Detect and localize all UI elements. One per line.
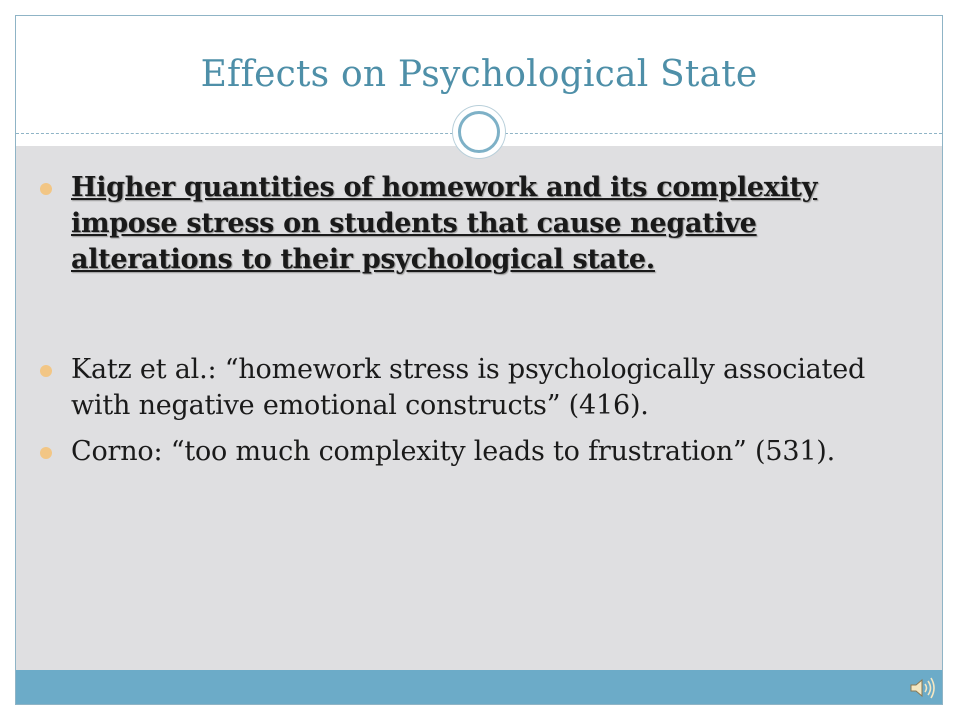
bullet-dot-icon <box>40 447 52 459</box>
speaker-icon[interactable] <box>908 676 938 700</box>
bullet-list <box>40 170 910 470</box>
slide-title: Effects on Psychological State <box>200 54 758 95</box>
bullet-text: Higher quantities of homework and its complexity impose stress on students that cause negative alterations to their psychological state. <box>71 172 818 275</box>
bullet-dot-icon <box>40 183 52 195</box>
circle-ring-icon <box>453 106 505 158</box>
bullet-item <box>40 434 910 470</box>
footer-bar <box>16 670 942 704</box>
bullet-item <box>40 352 910 424</box>
bullet-text: Katz et al.: “homework stress is psychologically associated with negative emotional constructs” (416). <box>71 354 866 421</box>
bullet-item <box>40 170 910 278</box>
circle-ring-inner <box>458 111 500 153</box>
bullet-dot-icon <box>40 365 52 377</box>
bullet-text: Corno: “too much complexity leads to frustration” (531). <box>71 436 836 467</box>
